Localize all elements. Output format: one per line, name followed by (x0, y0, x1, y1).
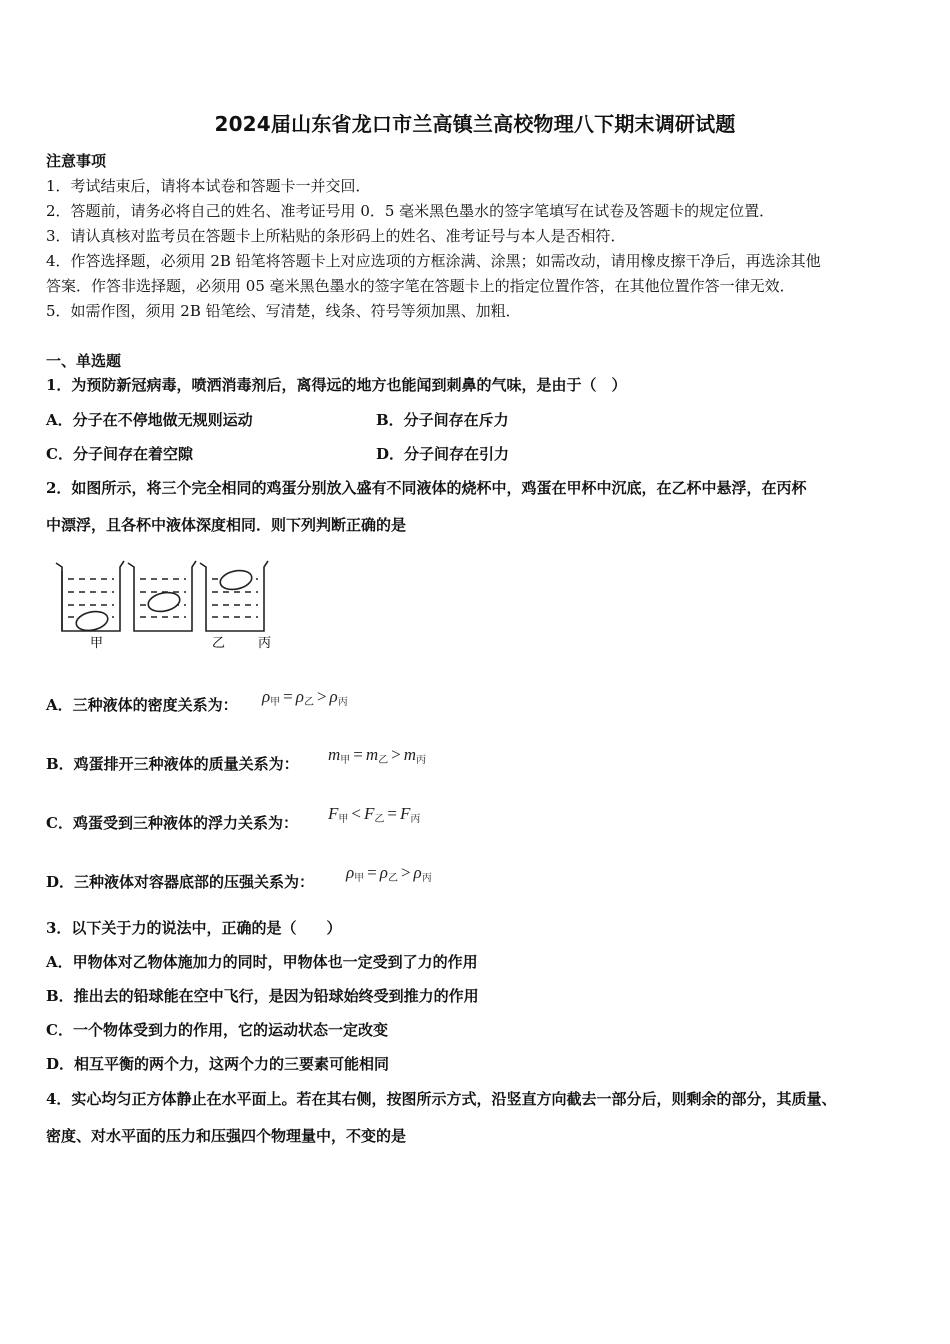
notice-item: 答案．作答非选择题，必须用 05 毫米黑色墨水的签字笔在答题卡上的指定位置作答，在其他位置作答一律无效． (46, 277, 795, 295)
q2-option-a: A．三种液体的密度关系为： (46, 696, 238, 714)
q2-option-b: B．鸡蛋排开三种液体的质量关系为： (46, 755, 299, 773)
section-heading: 一、单选题 (46, 352, 122, 370)
notice-item: 2．答题前，请务必将自己的姓名、准考证号用 0．5 毫米黑色墨水的签字笔填写在试卷及答题卡的规定位置． (46, 202, 775, 220)
notice-item: 5．如需作图，须用 2B 铅笔绘、写清楚，线条、符号等须加黑、加粗． (46, 302, 521, 320)
label-bing: 丙 (258, 636, 272, 651)
question-1-stem: 1．为预防新冠病毒，喷洒消毒剂后，离得远的地方也能闻到刺鼻的气味，是由于（ ） (46, 376, 627, 394)
formula-a: $\rho_甲 = \rho_乙 > \rho_丙$ (262, 687, 348, 708)
question-4-stem: 4．实心均匀正方体静止在水平面上。若在其右侧，按图所示方式，沿竖直方向截去一部分后，则剩余的部分，其质量、 (46, 1090, 837, 1108)
q2-option-c: C．鸡蛋受到三种液体的浮力关系为： (46, 814, 298, 832)
q3-option-a: A．甲物体对乙物体施加力的同时，甲物体也一定受到了力的作用 (46, 953, 478, 971)
beaker-yi (128, 561, 196, 631)
beakers-figure (50, 555, 290, 655)
q2-option-d: D．三种液体对容器底部的压强关系为： (46, 873, 315, 891)
notice-item: 3．请认真核对监考员在答题卡上所粘贴的条形码上的姓名、准考证号与本人是否相符． (46, 227, 626, 245)
beaker-bing (200, 561, 268, 631)
q1-option-c: C．分子间存在着空隙 (46, 445, 193, 463)
notice-heading: 注意事项 (46, 152, 107, 170)
question-2-stem: 2．如图所示，将三个完全相同的鸡蛋分别放入盛有不同液体的烧杯中，鸡蛋在甲杯中沉底，在乙杯中悬浮，在丙杯 (46, 479, 807, 497)
formula-d: $\rho_甲 = \rho_乙 > \rho_丙$ (346, 863, 432, 884)
formula-c: $F_甲 < F_乙 = F_丙$ (328, 804, 421, 825)
q3-option-b: B．推出去的铅球能在空中飞行，是因为铅球始终受到推力的作用 (46, 987, 479, 1005)
notice-item: 4．作答选择题，必须用 2B 铅笔将答题卡上对应选项的方框涂满、涂黑；如需改动，请用橡皮擦干净后，再选涂其他 (46, 252, 821, 270)
q3-option-d: D．相互平衡的两个力，这两个力的三要素可能相同 (46, 1055, 390, 1073)
formula-b: $m_甲 = m_乙 > m_丙$ (328, 745, 427, 766)
q1-option-d: D．分子间存在引力 (376, 445, 510, 463)
beaker-jia (56, 561, 124, 633)
question-2-stem-cont: 中漂浮，且各杯中液体深度相同．则下列判断正确的是 (46, 516, 407, 534)
question-3-stem: 3．以下关于力的说法中，正确的是（ ） (46, 919, 342, 937)
q3-option-c: C．一个物体受到力的作用，它的运动状态一定改变 (46, 1021, 388, 1039)
notice-item: 1．考试结束后，请将本试卷和答题卡一并交回． (46, 177, 371, 195)
question-4-stem-cont: 密度、对水平面的压力和压强四个物理量中，不变的是 (46, 1127, 407, 1145)
label-jia: 甲 (90, 636, 104, 651)
q1-option-a: A．分子在不停地做无规则运动 (46, 411, 253, 429)
q1-option-b: B．分子间存在斥力 (376, 411, 509, 429)
page-title: 2024届山东省龙口市兰高镇兰高校物理八下期末调研试题 (214, 112, 736, 136)
label-yi: 乙 (212, 636, 226, 651)
